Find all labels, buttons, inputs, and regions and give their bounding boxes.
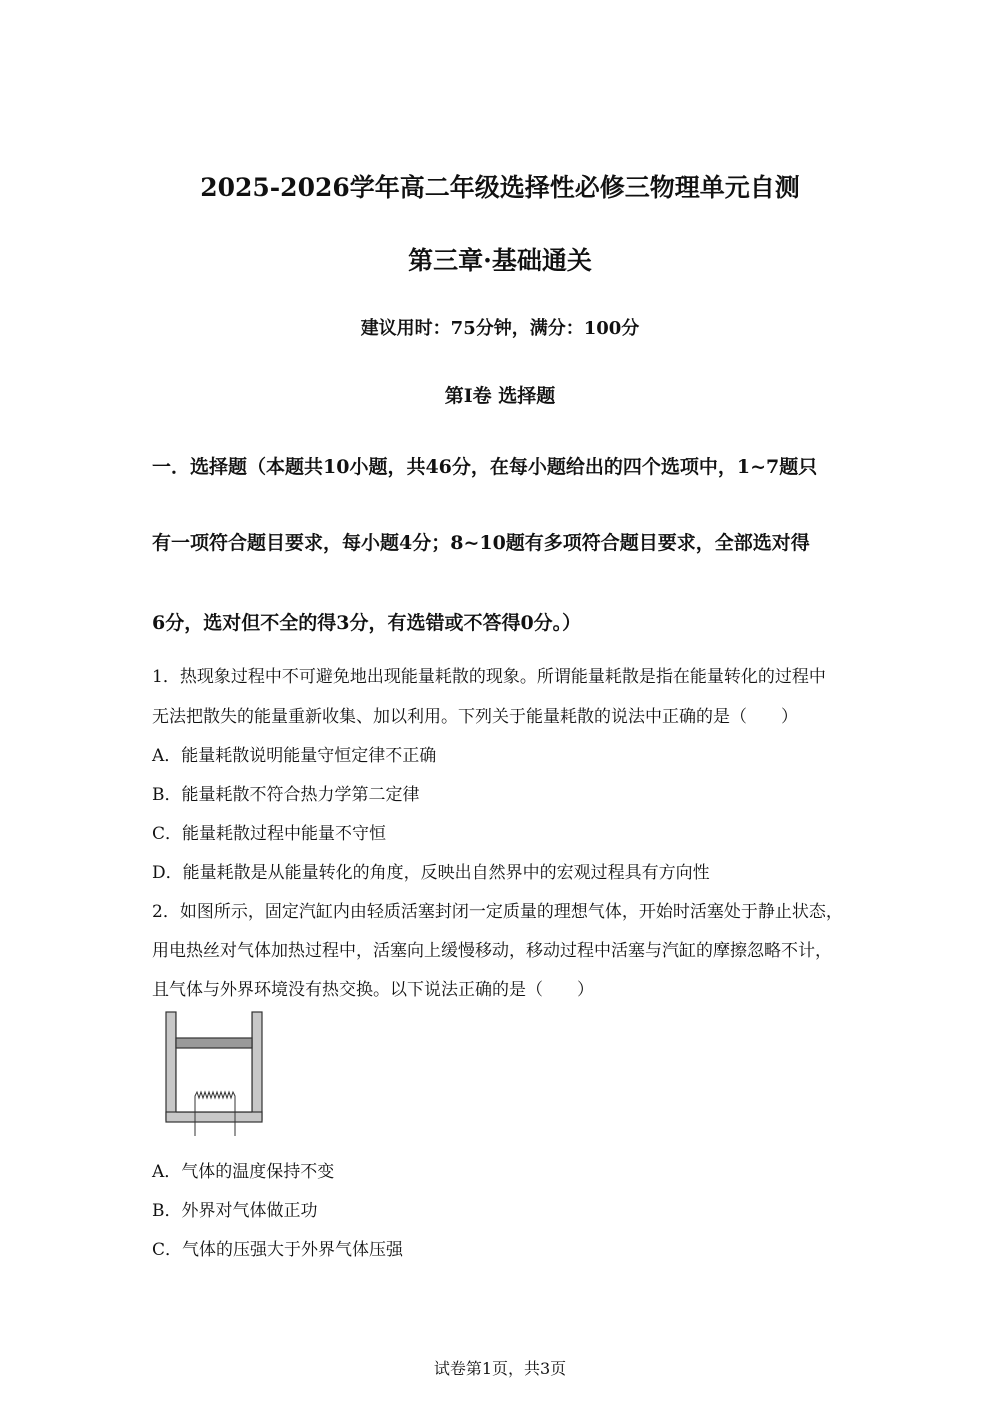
- exam-duration: 建议用时：75分钟，满分：100分: [360, 318, 640, 339]
- question-2-stem-line-1: 2．如图所示，固定汽缸内由轻质活塞封闭一定质量的理想气体，开始时活塞处于静止状态，: [152, 902, 843, 922]
- cylinder-bottom: [166, 1112, 262, 1122]
- question-2-option-c: C．气体的压强大于外界气体压强: [152, 1240, 404, 1260]
- cylinder-right-wall: [252, 1012, 262, 1120]
- question-1-option-d: D．能量耗散是从能量转化的角度，反映出自然界中的宏观过程具有方向性: [152, 863, 710, 883]
- section-instruction-line-2: 有一项符合题目要求，每小题4分；8~10题有多项符合题目要求，全部选对得: [152, 532, 810, 554]
- page-title: 2025-2026学年高二年级选择性必修三物理单元自测: [200, 173, 800, 202]
- page-subtitle: 第三章·基础通关: [408, 246, 592, 275]
- cylinder-left-wall: [166, 1012, 176, 1120]
- question-2-stem-line-3: 且气体与外界环境没有热交换。以下说法正确的是（ ）: [152, 980, 594, 1000]
- question-1-option-c: C．能量耗散过程中能量不守恒: [152, 824, 387, 844]
- question-1-option-a: A．能量耗散说明能量守恒定律不正确: [152, 746, 437, 766]
- question-2-option-a: A．气体的温度保持不变: [152, 1162, 335, 1182]
- cylinder-figure: [162, 1008, 266, 1140]
- question-2-option-b: B．外界对气体做正功: [152, 1201, 318, 1221]
- piston: [176, 1038, 252, 1048]
- page-footer: 试卷第1页，共3页: [433, 1359, 567, 1378]
- section-instruction-line-1: 一．选择题（本题共10小题，共46分，在每小题给出的四个选项中，1~7题只: [152, 456, 818, 478]
- volume-title: 第Ⅰ卷 选择题: [444, 385, 556, 407]
- question-1-stem-line-1: 1．热现象过程中不可避免地出现能量耗散的现象。所谓能量耗散是指在能量转化的过程中: [152, 667, 826, 687]
- question-2-stem-line-2: 用电热丝对气体加热过程中，活塞向上缓慢移动，移动过程中活塞与汽缸的摩擦忽略不计，: [152, 941, 832, 961]
- question-1-stem-line-2: 无法把散失的能量重新收集、加以利用。下列关于能量耗散的说法中正确的是（ ）: [152, 707, 798, 727]
- question-1-option-b: B．能量耗散不符合热力学第二定律: [152, 785, 420, 805]
- section-instruction-line-3: 6分，选对但不全的得3分，有选错或不答得0分。）: [152, 612, 582, 634]
